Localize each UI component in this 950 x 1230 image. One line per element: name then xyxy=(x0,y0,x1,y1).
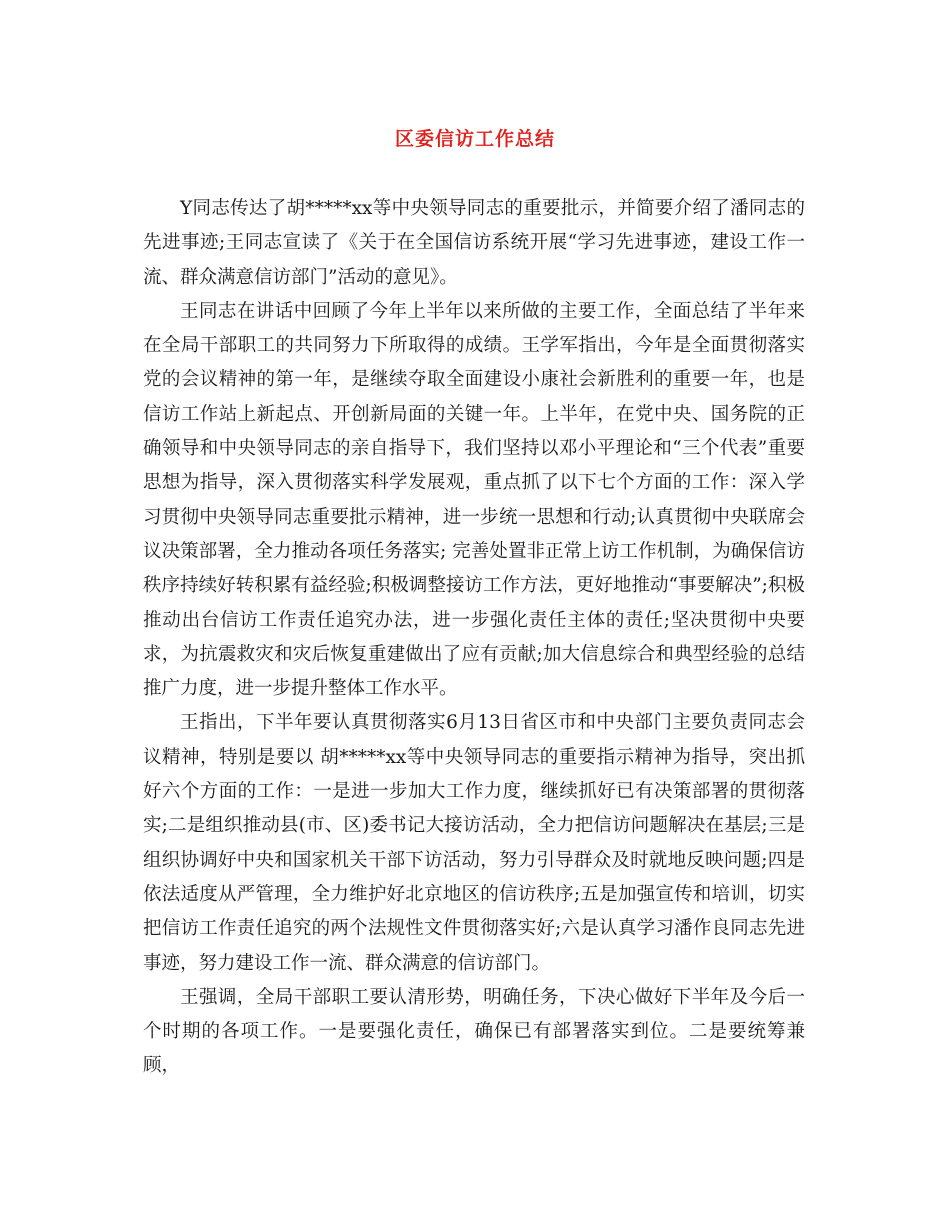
paragraph-1: Y同志传达了胡*****xx等中央领导同志的重要批示，并简要介绍了潘同志的先进事迹;王同志宣读了《关于在全国信访系统开展“学习先进事迹，建设工作一流、群众满意信访部门”活动的意见》。 xyxy=(143,198,805,288)
paragraph-4: 王强调，全局干部职工要认清形势，明确任务，下决心做好下半年及今后一个时期的各项工作。一是要强化责任，确保已有部署落实到位。二是要统筹兼顾， xyxy=(143,986,805,1077)
paragraph-2: 王同志在讲话中回顾了今年上半年以来所做的主要工作，全面总结了半年来在全局干部职工的共同努力下所取得的成绩。王学军指出，今年是全面贯彻落实党的会议精神的第一年，是继续夺取全面建设小康社会新胜利的重要一年，也是信访工作站上新起点、开创新局面的关键一年。上半年，在党中央、国务院的正确领导和中央领导同志的亲自指导下，我们坚持以邓小平理论和“三个代表”重要思想为指导，深入贯彻落实科学发展观，重点抓了以下七个方面的工作：深入学习贯彻中央领导同志重要批示精神，进一步统一思想和行动;认真贯彻中央联席会议决策部署，全力推动各项任务落实; 完善处置非正常上访工作机制，为确保信访秩序持续好转积累有益经验;积极调整接访工作方法，更好地推动“事要解决”;积极推动出台信访工作责任追究办法，进一步强化责任主体的责任;坚决贯彻中央要求，为抗震救灾和灾后恢复重建做出了应有贡献;加大信息综合和典型经验的总结推广力度，进一步提升整体工作水平。 xyxy=(143,300,805,700)
paragraph-3: 王指出，下半年要认真贯彻落实6月13日省区市和中央部门主要负责同志会议精神，特别是要以 胡*****xx等中央领导同志的重要指示精神为指导，突出抓好六个方面的工作：一是进一步加大工作力度，继续抓好已有决策部署的贯彻落实;二是组织推动县(市、区)委书记大接访活动，全力把信访问题解决在基层;三是组织协调好中央和国家机关干部下访活动，努力引导群众及时就地反映问题;四是依法适度从严管理，全力维护好北京地区的信访秩序;五是加强宣传和培训，切实把信访工作责任追究的两个法规性文件贯彻落实好;六是认真学习潘作良同志先进事迹，努力建设工作一流、群众满意的信访部门。 xyxy=(143,712,805,974)
document-title: 区委信访工作总结 xyxy=(394,128,555,150)
document-body xyxy=(143,192,805,1084)
